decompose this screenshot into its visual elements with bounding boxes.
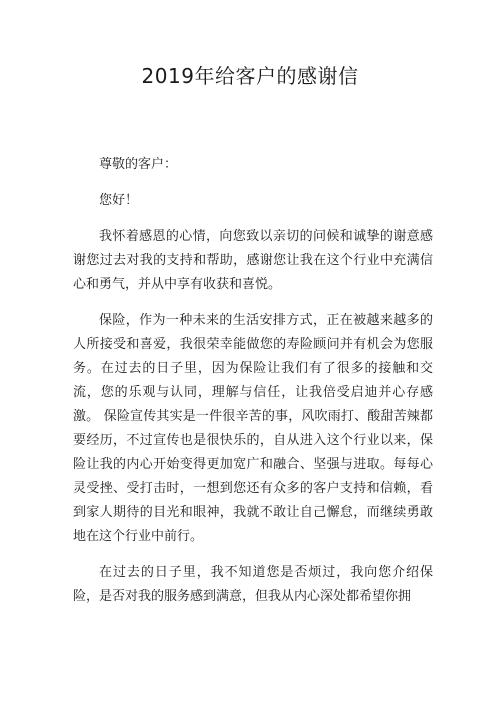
letter-body xyxy=(73,153,433,621)
paragraph: 在过去的日子里，我不知道您是否烦过，我向您介绍保险，是否对我的服务感到满意，但我从内心深处都希望你拥 xyxy=(73,565,433,604)
salutation: 尊敬的客户： xyxy=(99,157,178,172)
greeting: 您好！ xyxy=(99,193,139,208)
paragraph: 保险，作为一种未来的生活安排方式，正在被越来越多的人所接受和喜爱，我很荣幸能做您的寿险顾问并有机会为您服务。在过去的日子里，因为保险让我们有了很多的接触和交流，您的乐观与认同，理解与信任，让我倍受启迪并心存感激。 保险宣传其实是一件很辛苦的事，风吹雨打、酸甜苦辣都要经历，不过宣传也是很快乐的，自从进入这个行业以来，保险让我的内心开始变得更加宽广和融合、坚强与进取。每每心灵受挫、受打击时，一想到您还有众多的客户支持和信赖，看到家人期待的目光和眼神，我就不敢让自己懈怠，而继续勇敢地在这个行业中前行。 xyxy=(73,313,433,544)
page-title: 2019年给客户的感谢信 xyxy=(141,64,359,88)
paragraph: 我怀着感恩的心情，向您致以亲切的问候和诚挚的谢意感谢您过去对我的支持和帮助，感谢您让我在这个行业中充满信心和勇气，并从中享有收获和喜悦。 xyxy=(73,229,433,292)
